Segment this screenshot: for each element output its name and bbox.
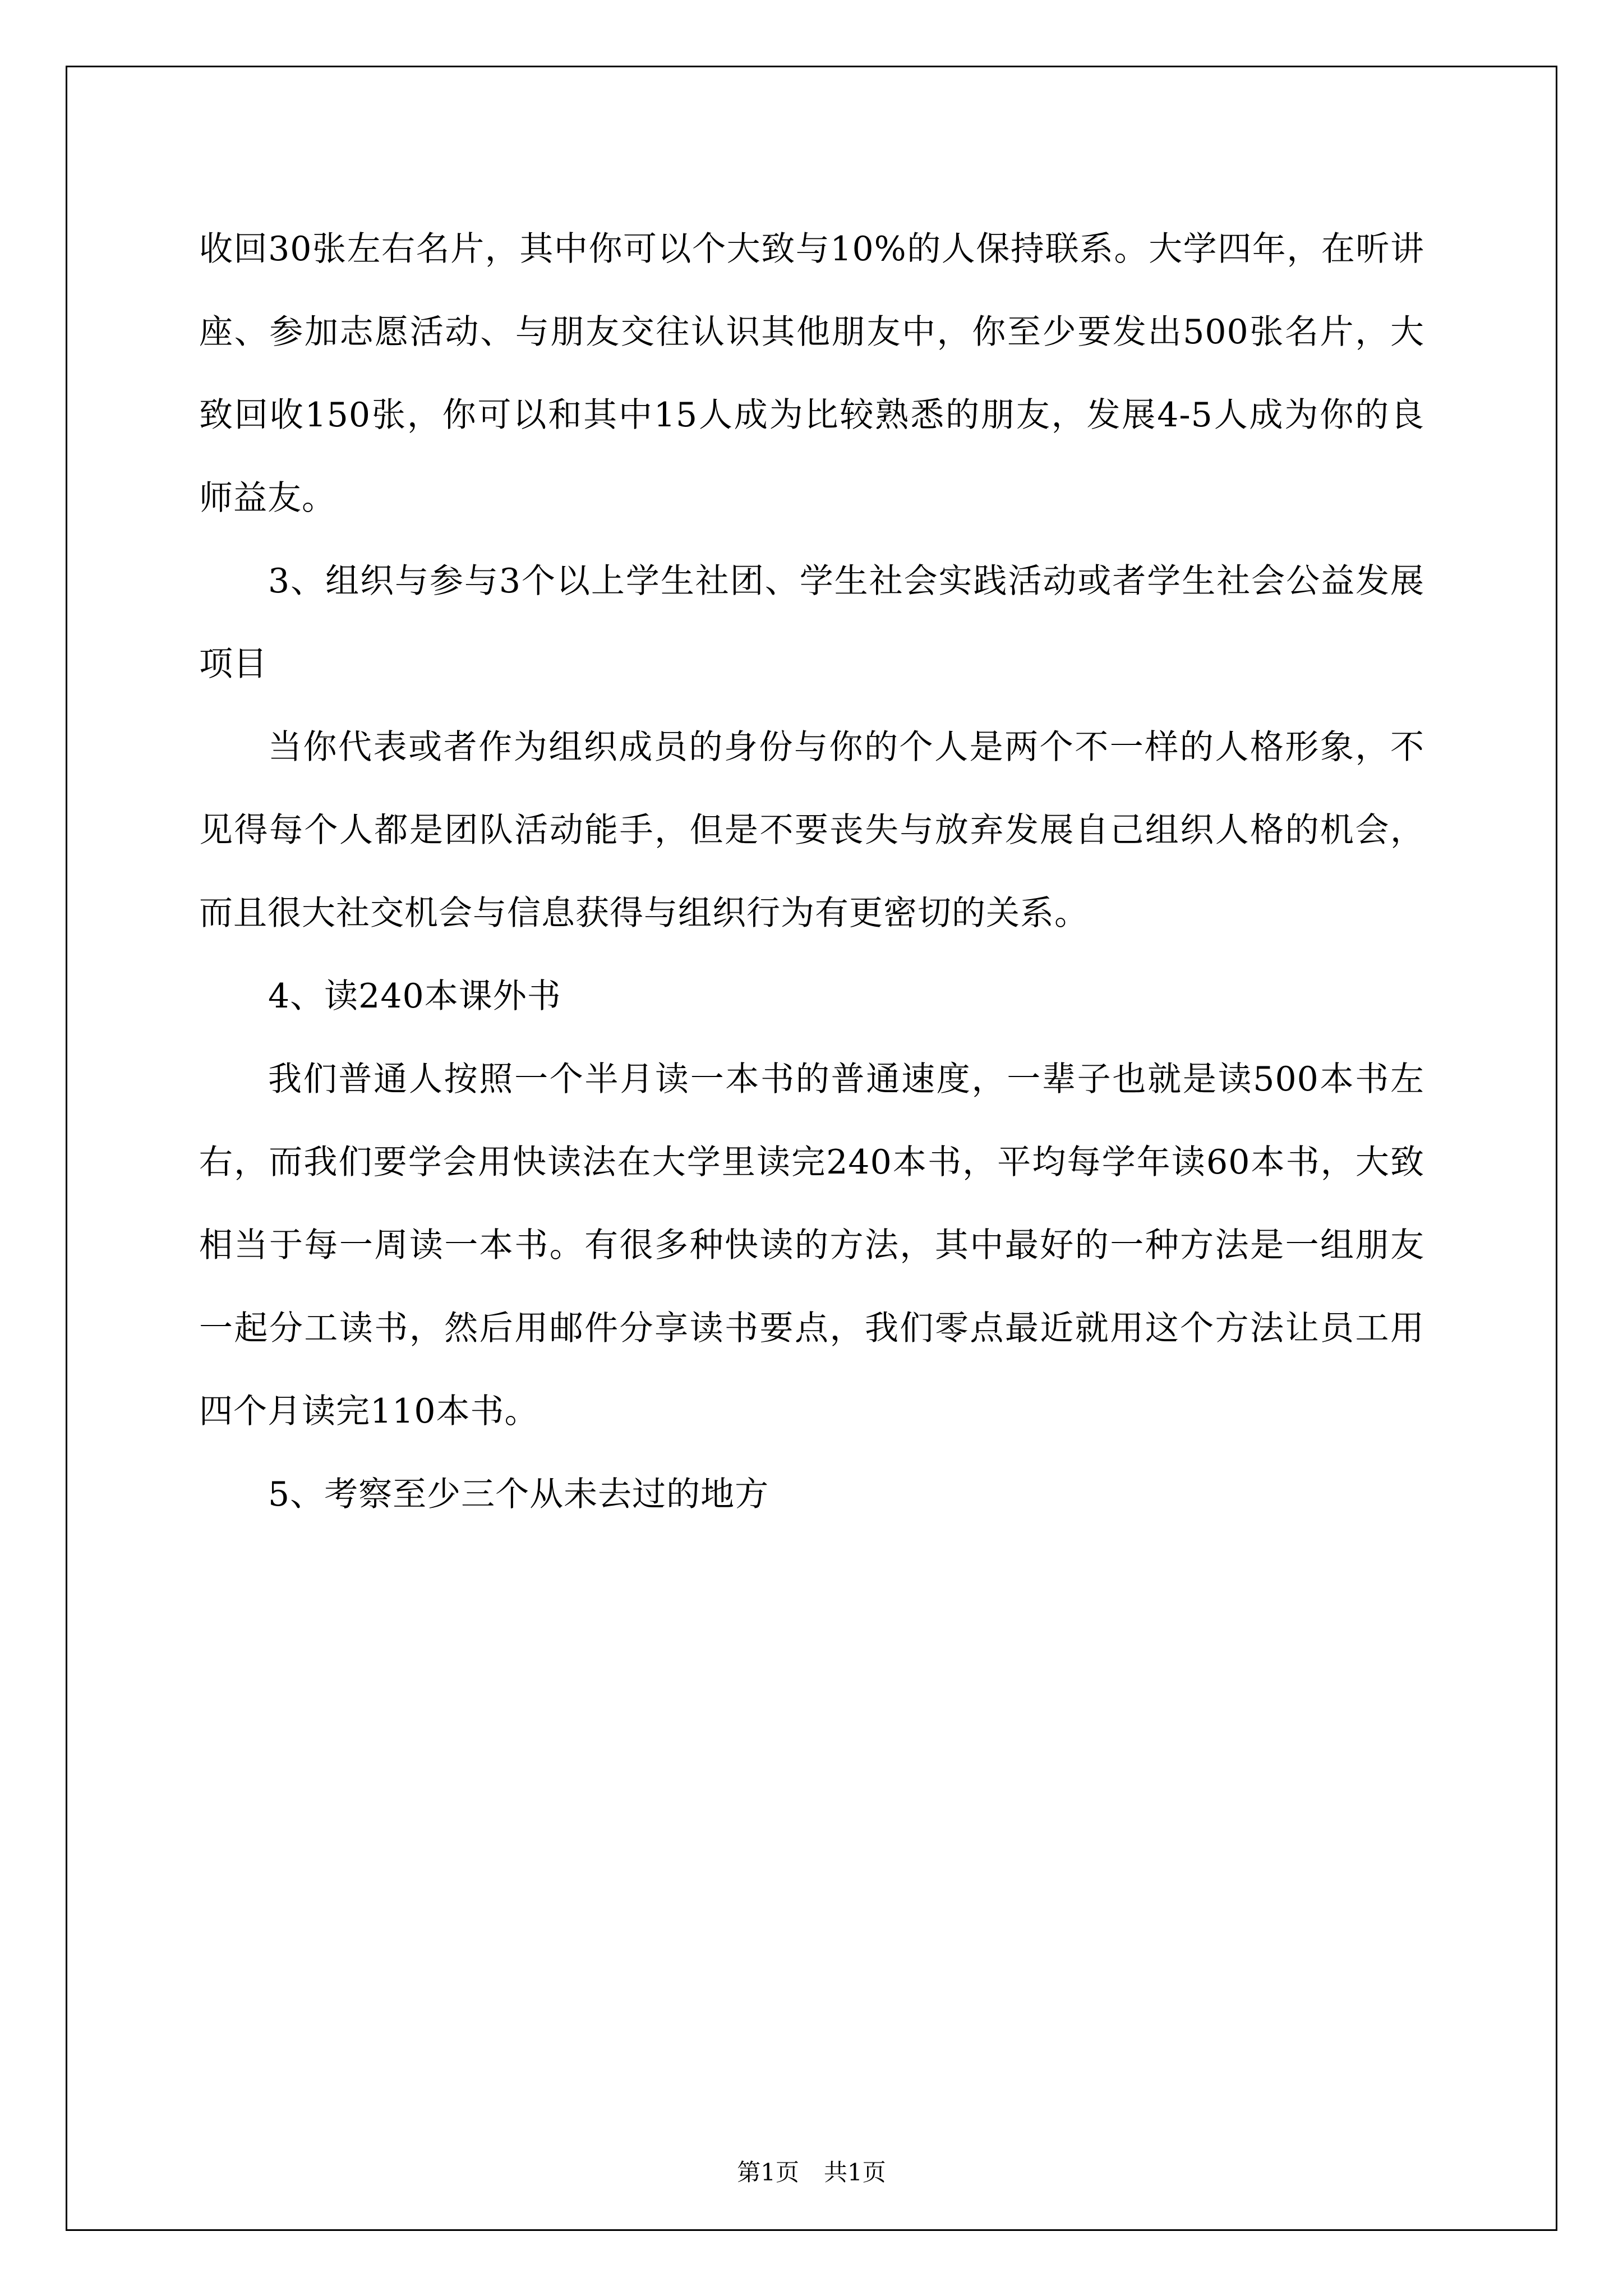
document-body <box>199 208 1424 1536</box>
paragraph-2: 3、组织与参与3个以上学生社团、学生社会实践活动或者学生社会公益发展项目 <box>199 562 1424 684</box>
paragraph-6: 5、考察至少三个从未去过的地方 <box>268 1475 769 1514</box>
page-total: 共1页 <box>824 2159 886 2186</box>
paragraph-3: 当你代表或者作为组织成员的身份与你的个人是两个不一样的人格形象，不见得每个人都是团队活动能手，但是不要丧失与放弃发展自己组织人格的机会，而且很大社交机会与信息获得与组织行为有更密切的关系。 <box>199 728 1424 933</box>
page-footer <box>0 2159 1623 2187</box>
paragraph-4: 4、读240本课外书 <box>268 977 561 1016</box>
page-number: 第1页 <box>737 2159 799 2186</box>
paragraph-1: 收回30张左右名片，其中你可以个大致与10%的人保持联系。大学四年，在听讲座、参加志愿活动、与朋友交往认识其他朋友中，你至少要发出500张名片，大致回收150张，你可以和其中15人成为比较熟悉的朋友，发展4-5人成为你的良师益友。 <box>199 229 1424 518</box>
paragraph-5: 我们普通人按照一个半月读一本书的普通速度，一辈子也就是读500本书左右，而我们要学会用快读法在大学里读完240本书，平均每学年读60本书，大致相当于每一周读一本书。有很多种快读的方法，其中最好的一种方法是一组朋友一起分工读书，然后用邮件分享读书要点，我们零点最近就用这个方法让员工用四个月读完110本书。 <box>199 1060 1424 1431</box>
